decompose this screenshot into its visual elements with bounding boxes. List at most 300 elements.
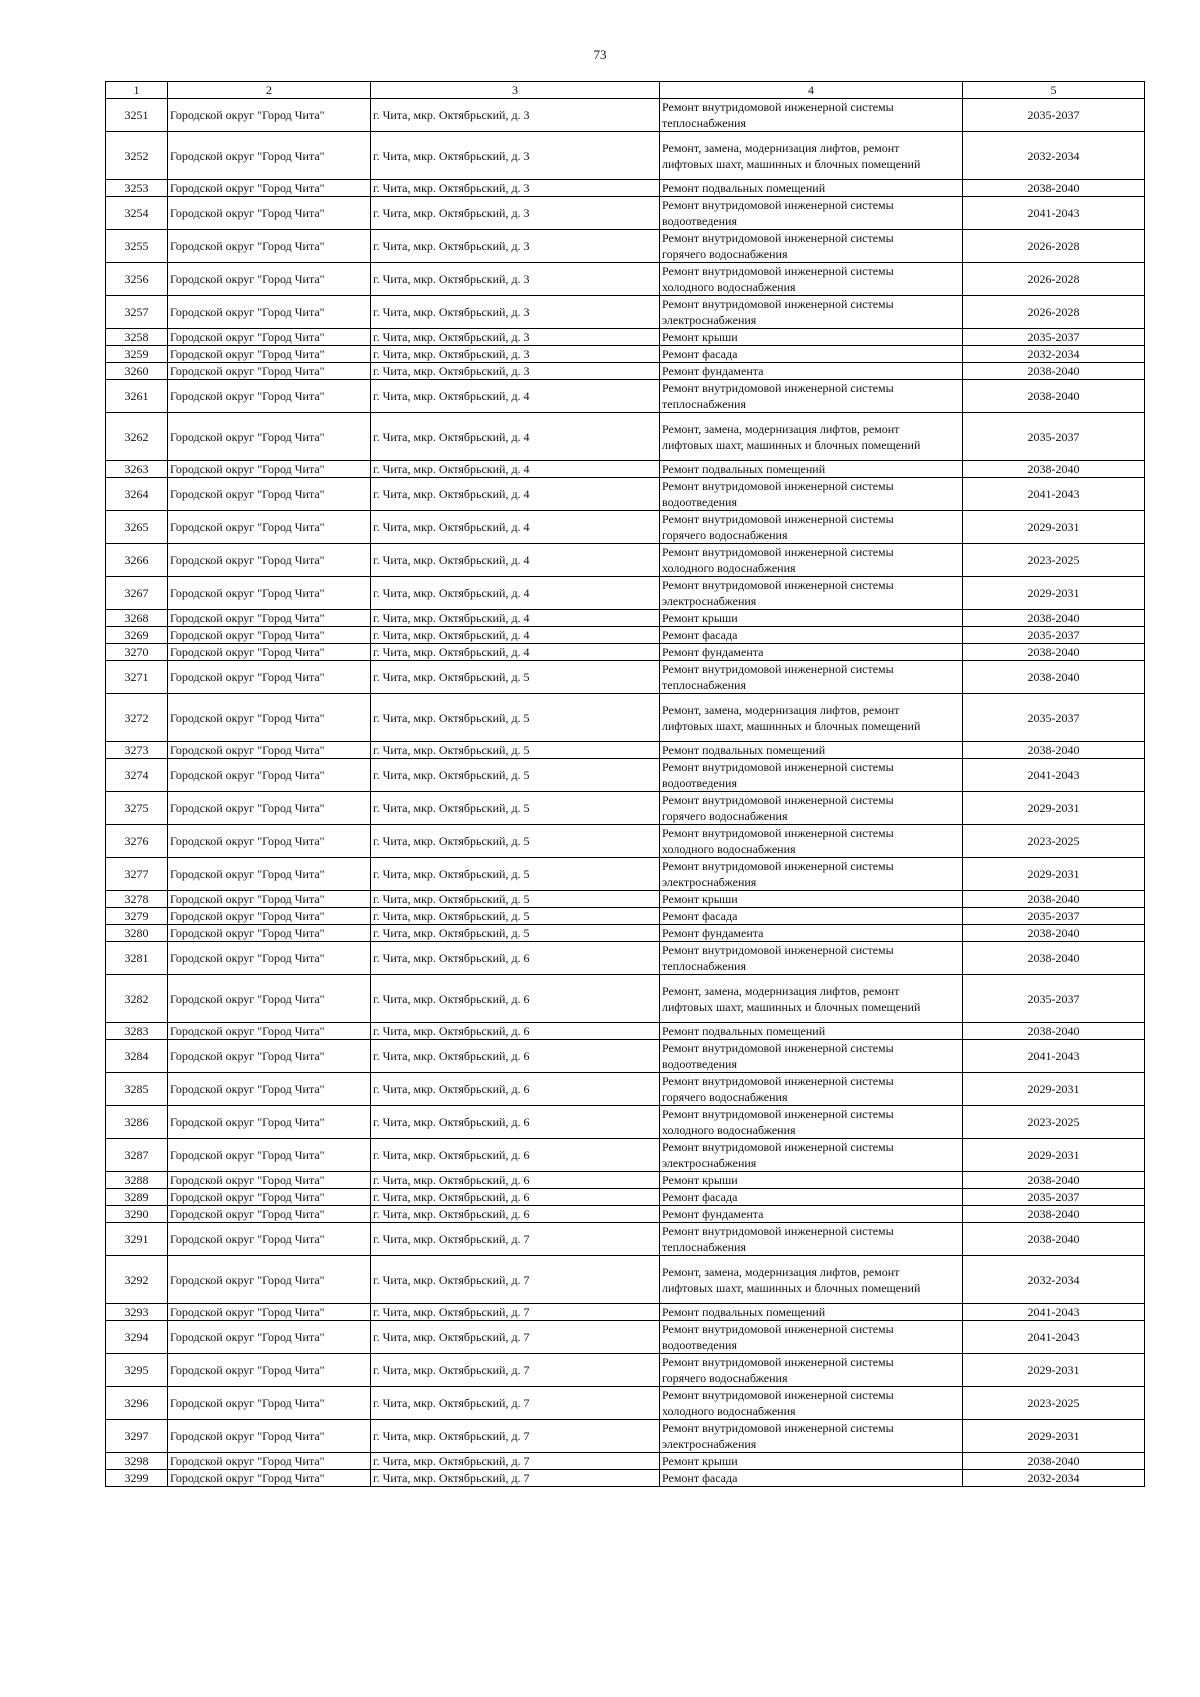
municipality-cell: Городской округ "Город Чита" bbox=[168, 329, 371, 346]
work-type-cell: Ремонт внутридомовой инженерной системы горячего водоснабжения bbox=[660, 1073, 963, 1106]
period-cell: 2032-2034 bbox=[963, 1470, 1145, 1487]
row-number-cell: 3278 bbox=[106, 891, 168, 908]
municipality-cell: Городской округ "Город Чита" bbox=[168, 1139, 371, 1172]
row-number-cell: 3280 bbox=[106, 925, 168, 942]
period-cell: 2038-2040 bbox=[963, 461, 1145, 478]
address-cell: г. Чита, мкр. Октябрьский, д. 4 bbox=[371, 627, 660, 644]
table-row bbox=[106, 180, 1145, 197]
period-cell: 2038-2040 bbox=[963, 661, 1145, 694]
row-number-cell: 3294 bbox=[106, 1321, 168, 1354]
table-row bbox=[106, 1387, 1145, 1420]
address-cell: г. Чита, мкр. Октябрьский, д. 5 bbox=[371, 742, 660, 759]
table-row bbox=[106, 1040, 1145, 1073]
table-row bbox=[106, 263, 1145, 296]
municipality-cell: Городской округ "Город Чита" bbox=[168, 577, 371, 610]
period-cell: 2035-2037 bbox=[963, 627, 1145, 644]
row-number-cell: 3283 bbox=[106, 1023, 168, 1040]
period-cell: 2035-2037 bbox=[963, 99, 1145, 132]
table-row bbox=[106, 1420, 1145, 1453]
work-type-cell: Ремонт внутридомовой инженерной системы холодного водоснабжения bbox=[660, 825, 963, 858]
work-type-cell: Ремонт фасада bbox=[660, 1189, 963, 1206]
row-number-cell: 3261 bbox=[106, 380, 168, 413]
work-type-cell: Ремонт фасада bbox=[660, 627, 963, 644]
row-number-cell: 3276 bbox=[106, 825, 168, 858]
row-number-cell: 3258 bbox=[106, 329, 168, 346]
municipality-cell: Городской округ "Город Чита" bbox=[168, 1223, 371, 1256]
table-row bbox=[106, 1023, 1145, 1040]
municipality-cell: Городской округ "Город Чита" bbox=[168, 1172, 371, 1189]
address-cell: г. Чита, мкр. Октябрьский, д. 4 bbox=[371, 610, 660, 627]
address-cell: г. Чита, мкр. Октябрьский, д. 7 bbox=[371, 1420, 660, 1453]
address-cell: г. Чита, мкр. Октябрьский, д. 5 bbox=[371, 891, 660, 908]
work-type-cell: Ремонт фундамента bbox=[660, 644, 963, 661]
municipality-cell: Городской округ "Город Чита" bbox=[168, 975, 371, 1023]
row-number-cell: 3292 bbox=[106, 1256, 168, 1304]
table-row bbox=[106, 1223, 1145, 1256]
row-number-cell: 3281 bbox=[106, 942, 168, 975]
work-type-cell: Ремонт внутридомовой инженерной системы холодного водоснабжения bbox=[660, 1387, 963, 1420]
work-type-cell: Ремонт подвальных помещений bbox=[660, 1023, 963, 1040]
period-cell: 2029-2031 bbox=[963, 792, 1145, 825]
municipality-cell: Городской округ "Город Чита" bbox=[168, 759, 371, 792]
period-cell: 2041-2043 bbox=[963, 197, 1145, 230]
work-type-cell: Ремонт внутридомовой инженерной системы водоотведения bbox=[660, 759, 963, 792]
address-cell: г. Чита, мкр. Октябрьский, д. 7 bbox=[371, 1453, 660, 1470]
address-cell: г. Чита, мкр. Октябрьский, д. 6 bbox=[371, 1023, 660, 1040]
period-cell: 2029-2031 bbox=[963, 1139, 1145, 1172]
address-cell: г. Чита, мкр. Октябрьский, д. 6 bbox=[371, 1189, 660, 1206]
table-row bbox=[106, 478, 1145, 511]
work-type-cell: Ремонт внутридомовой инженерной системы электроснабжения bbox=[660, 858, 963, 891]
table-row bbox=[106, 925, 1145, 942]
period-cell: 2035-2037 bbox=[963, 908, 1145, 925]
period-cell: 2038-2040 bbox=[963, 891, 1145, 908]
header-row bbox=[106, 82, 1145, 99]
column-header-4: 4 bbox=[660, 82, 963, 99]
municipality-cell: Городской округ "Город Чита" bbox=[168, 694, 371, 742]
row-number-cell: 3275 bbox=[106, 792, 168, 825]
work-type-cell: Ремонт внутридомовой инженерной системы теплоснабжения bbox=[660, 99, 963, 132]
period-cell: 2038-2040 bbox=[963, 942, 1145, 975]
address-cell: г. Чита, мкр. Октябрьский, д. 5 bbox=[371, 825, 660, 858]
table-row bbox=[106, 197, 1145, 230]
municipality-cell: Городской округ "Город Чита" bbox=[168, 1256, 371, 1304]
work-type-cell: Ремонт внутридомовой инженерной системы водоотведения bbox=[660, 1040, 963, 1073]
table-row bbox=[106, 99, 1145, 132]
row-number-cell: 3269 bbox=[106, 627, 168, 644]
table-row bbox=[106, 1453, 1145, 1470]
work-type-cell: Ремонт подвальных помещений bbox=[660, 742, 963, 759]
table-row bbox=[106, 329, 1145, 346]
row-number-cell: 3264 bbox=[106, 478, 168, 511]
municipality-cell: Городской округ "Город Чита" bbox=[168, 1470, 371, 1487]
work-type-cell: Ремонт внутридомовой инженерной системы горячего водоснабжения bbox=[660, 230, 963, 263]
table-row bbox=[106, 908, 1145, 925]
period-cell: 2041-2043 bbox=[963, 759, 1145, 792]
address-cell: г. Чита, мкр. Октябрьский, д. 3 bbox=[371, 363, 660, 380]
period-cell: 2038-2040 bbox=[963, 1453, 1145, 1470]
table-row bbox=[106, 1206, 1145, 1223]
period-cell: 2023-2025 bbox=[963, 544, 1145, 577]
period-cell: 2023-2025 bbox=[963, 1387, 1145, 1420]
period-cell: 2032-2034 bbox=[963, 1256, 1145, 1304]
municipality-cell: Городской округ "Город Чита" bbox=[168, 461, 371, 478]
municipality-cell: Городской округ "Город Чита" bbox=[168, 1189, 371, 1206]
period-cell: 2029-2031 bbox=[963, 1420, 1145, 1453]
municipality-cell: Городской округ "Город Чита" bbox=[168, 1304, 371, 1321]
address-cell: г. Чита, мкр. Октябрьский, д. 6 bbox=[371, 1206, 660, 1223]
address-cell: г. Чита, мкр. Октябрьский, д. 4 bbox=[371, 380, 660, 413]
period-cell: 2026-2028 bbox=[963, 263, 1145, 296]
row-number-cell: 3282 bbox=[106, 975, 168, 1023]
row-number-cell: 3284 bbox=[106, 1040, 168, 1073]
period-cell: 2038-2040 bbox=[963, 380, 1145, 413]
table-row bbox=[106, 1189, 1145, 1206]
address-cell: г. Чита, мкр. Октябрьский, д. 7 bbox=[371, 1470, 660, 1487]
column-header-5: 5 bbox=[963, 82, 1145, 99]
work-type-cell: Ремонт, замена, модернизация лифтов, ремонт лифтовых шахт, машинных и блочных помещений bbox=[660, 132, 963, 180]
table-row bbox=[106, 1172, 1145, 1189]
municipality-cell: Городской округ "Город Чита" bbox=[168, 858, 371, 891]
work-type-cell: Ремонт внутридомовой инженерной системы электроснабжения bbox=[660, 296, 963, 329]
row-number-cell: 3266 bbox=[106, 544, 168, 577]
period-cell: 2029-2031 bbox=[963, 577, 1145, 610]
municipality-cell: Городской округ "Город Чита" bbox=[168, 263, 371, 296]
period-cell: 2023-2025 bbox=[963, 1106, 1145, 1139]
row-number-cell: 3279 bbox=[106, 908, 168, 925]
work-type-cell: Ремонт внутридомовой инженерной системы водоотведения bbox=[660, 197, 963, 230]
municipality-cell: Городской округ "Город Чита" bbox=[168, 792, 371, 825]
address-cell: г. Чита, мкр. Октябрьский, д. 7 bbox=[371, 1256, 660, 1304]
work-type-cell: Ремонт крыши bbox=[660, 610, 963, 627]
table-row bbox=[106, 825, 1145, 858]
municipality-cell: Городской округ "Город Чита" bbox=[168, 942, 371, 975]
row-number-cell: 3253 bbox=[106, 180, 168, 197]
row-number-cell: 3293 bbox=[106, 1304, 168, 1321]
work-type-cell: Ремонт фасада bbox=[660, 346, 963, 363]
municipality-cell: Городской округ "Город Чита" bbox=[168, 908, 371, 925]
municipality-cell: Городской округ "Город Чита" bbox=[168, 197, 371, 230]
address-cell: г. Чита, мкр. Октябрьский, д. 3 bbox=[371, 329, 660, 346]
address-cell: г. Чита, мкр. Октябрьский, д. 4 bbox=[371, 644, 660, 661]
row-number-cell: 3254 bbox=[106, 197, 168, 230]
municipality-cell: Городской округ "Город Чита" bbox=[168, 1420, 371, 1453]
work-type-cell: Ремонт внутридомовой инженерной системы теплоснабжения bbox=[660, 661, 963, 694]
period-cell: 2026-2028 bbox=[963, 296, 1145, 329]
municipality-cell: Городской округ "Город Чита" bbox=[168, 1321, 371, 1354]
row-number-cell: 3256 bbox=[106, 263, 168, 296]
row-number-cell: 3267 bbox=[106, 577, 168, 610]
period-cell: 2038-2040 bbox=[963, 363, 1145, 380]
address-cell: г. Чита, мкр. Октябрьский, д. 7 bbox=[371, 1223, 660, 1256]
row-number-cell: 3255 bbox=[106, 230, 168, 263]
table-row bbox=[106, 1073, 1145, 1106]
municipality-cell: Городской округ "Город Чита" bbox=[168, 1023, 371, 1040]
period-cell: 2029-2031 bbox=[963, 511, 1145, 544]
address-cell: г. Чита, мкр. Октябрьский, д. 4 bbox=[371, 413, 660, 461]
repair-schedule-table bbox=[105, 81, 1145, 1487]
address-cell: г. Чита, мкр. Октябрьский, д. 6 bbox=[371, 1040, 660, 1073]
municipality-cell: Городской округ "Город Чита" bbox=[168, 1387, 371, 1420]
address-cell: г. Чита, мкр. Октябрьский, д. 4 bbox=[371, 461, 660, 478]
work-type-cell: Ремонт внутридомовой инженерной системы теплоснабжения bbox=[660, 1223, 963, 1256]
period-cell: 2038-2040 bbox=[963, 1206, 1145, 1223]
municipality-cell: Городской округ "Город Чита" bbox=[168, 478, 371, 511]
municipality-cell: Городской округ "Город Чита" bbox=[168, 1453, 371, 1470]
row-number-cell: 3299 bbox=[106, 1470, 168, 1487]
row-number-cell: 3268 bbox=[106, 610, 168, 627]
row-number-cell: 3277 bbox=[106, 858, 168, 891]
table-row bbox=[106, 1106, 1145, 1139]
period-cell: 2038-2040 bbox=[963, 742, 1145, 759]
municipality-cell: Городской округ "Город Чита" bbox=[168, 132, 371, 180]
municipality-cell: Городской округ "Город Чита" bbox=[168, 1106, 371, 1139]
work-type-cell: Ремонт внутридомовой инженерной системы теплоснабжения bbox=[660, 942, 963, 975]
table-row bbox=[106, 1139, 1145, 1172]
table-row bbox=[106, 132, 1145, 180]
work-type-cell: Ремонт внутридомовой инженерной системы теплоснабжения bbox=[660, 380, 963, 413]
address-cell: г. Чита, мкр. Октябрьский, д. 6 bbox=[371, 1106, 660, 1139]
work-type-cell: Ремонт фасада bbox=[660, 1470, 963, 1487]
address-cell: г. Чита, мкр. Октябрьский, д. 3 bbox=[371, 132, 660, 180]
period-cell: 2035-2037 bbox=[963, 694, 1145, 742]
municipality-cell: Городской округ "Город Чита" bbox=[168, 296, 371, 329]
address-cell: г. Чита, мкр. Октябрьский, д. 4 bbox=[371, 511, 660, 544]
table-row bbox=[106, 759, 1145, 792]
work-type-cell: Ремонт внутридомовой инженерной системы горячего водоснабжения bbox=[660, 792, 963, 825]
work-type-cell: Ремонт внутридомовой инженерной системы горячего водоснабжения bbox=[660, 511, 963, 544]
table-row bbox=[106, 1354, 1145, 1387]
row-number-cell: 3252 bbox=[106, 132, 168, 180]
row-number-cell: 3296 bbox=[106, 1387, 168, 1420]
row-number-cell: 3290 bbox=[106, 1206, 168, 1223]
row-number-cell: 3259 bbox=[106, 346, 168, 363]
row-number-cell: 3260 bbox=[106, 363, 168, 380]
period-cell: 2041-2043 bbox=[963, 1304, 1145, 1321]
municipality-cell: Городской округ "Город Чита" bbox=[168, 363, 371, 380]
address-cell: г. Чита, мкр. Октябрьский, д. 5 bbox=[371, 792, 660, 825]
column-header-3: 3 bbox=[371, 82, 660, 99]
municipality-cell: Городской округ "Город Чита" bbox=[168, 180, 371, 197]
row-number-cell: 3289 bbox=[106, 1189, 168, 1206]
address-cell: г. Чита, мкр. Октябрьский, д. 6 bbox=[371, 975, 660, 1023]
period-cell: 2032-2034 bbox=[963, 132, 1145, 180]
row-number-cell: 3287 bbox=[106, 1139, 168, 1172]
period-cell: 2038-2040 bbox=[963, 610, 1145, 627]
table-row bbox=[106, 1304, 1145, 1321]
period-cell: 2038-2040 bbox=[963, 925, 1145, 942]
row-number-cell: 3262 bbox=[106, 413, 168, 461]
work-type-cell: Ремонт подвальных помещений bbox=[660, 1304, 963, 1321]
address-cell: г. Чита, мкр. Октябрьский, д. 3 bbox=[371, 230, 660, 263]
table-row bbox=[106, 942, 1145, 975]
table-row bbox=[106, 363, 1145, 380]
work-type-cell: Ремонт внутридомовой инженерной системы холодного водоснабжения bbox=[660, 1106, 963, 1139]
municipality-cell: Городской округ "Город Чита" bbox=[168, 825, 371, 858]
row-number-cell: 3298 bbox=[106, 1453, 168, 1470]
table-row bbox=[106, 1256, 1145, 1304]
work-type-cell: Ремонт внутридомовой инженерной системы холодного водоснабжения bbox=[660, 263, 963, 296]
address-cell: г. Чита, мкр. Октябрьский, д. 5 bbox=[371, 858, 660, 891]
row-number-cell: 3272 bbox=[106, 694, 168, 742]
work-type-cell: Ремонт подвальных помещений bbox=[660, 180, 963, 197]
work-type-cell: Ремонт внутридомовой инженерной системы водоотведения bbox=[660, 1321, 963, 1354]
municipality-cell: Городской округ "Город Чита" bbox=[168, 925, 371, 942]
table-row bbox=[106, 858, 1145, 891]
address-cell: г. Чита, мкр. Октябрьский, д. 6 bbox=[371, 942, 660, 975]
table-row bbox=[106, 644, 1145, 661]
address-cell: г. Чита, мкр. Октябрьский, д. 6 bbox=[371, 1073, 660, 1106]
address-cell: г. Чита, мкр. Октябрьский, д. 7 bbox=[371, 1387, 660, 1420]
period-cell: 2041-2043 bbox=[963, 478, 1145, 511]
column-header-1: 1 bbox=[106, 82, 168, 99]
work-type-cell: Ремонт, замена, модернизация лифтов, ремонт лифтовых шахт, машинных и блочных помещений bbox=[660, 694, 963, 742]
period-cell: 2038-2040 bbox=[963, 180, 1145, 197]
table-row bbox=[106, 511, 1145, 544]
address-cell: г. Чита, мкр. Октябрьский, д. 4 bbox=[371, 478, 660, 511]
table-row bbox=[106, 975, 1145, 1023]
work-type-cell: Ремонт крыши bbox=[660, 1172, 963, 1189]
period-cell: 2035-2037 bbox=[963, 413, 1145, 461]
column-header-2: 2 bbox=[168, 82, 371, 99]
address-cell: г. Чита, мкр. Октябрьский, д. 5 bbox=[371, 908, 660, 925]
row-number-cell: 3263 bbox=[106, 461, 168, 478]
address-cell: г. Чита, мкр. Октябрьский, д. 3 bbox=[371, 99, 660, 132]
address-cell: г. Чита, мкр. Октябрьский, д. 5 bbox=[371, 759, 660, 792]
period-cell: 2029-2031 bbox=[963, 858, 1145, 891]
municipality-cell: Городской округ "Город Чита" bbox=[168, 380, 371, 413]
table-row bbox=[106, 742, 1145, 759]
work-type-cell: Ремонт фасада bbox=[660, 908, 963, 925]
period-cell: 2026-2028 bbox=[963, 230, 1145, 263]
row-number-cell: 3288 bbox=[106, 1172, 168, 1189]
municipality-cell: Городской округ "Город Чита" bbox=[168, 627, 371, 644]
address-cell: г. Чита, мкр. Октябрьский, д. 5 bbox=[371, 925, 660, 942]
row-number-cell: 3285 bbox=[106, 1073, 168, 1106]
work-type-cell: Ремонт внутридомовой инженерной системы горячего водоснабжения bbox=[660, 1354, 963, 1387]
period-cell: 2038-2040 bbox=[963, 1223, 1145, 1256]
work-type-cell: Ремонт внутридомовой инженерной системы электроснабжения bbox=[660, 1420, 963, 1453]
municipality-cell: Городской округ "Город Чита" bbox=[168, 346, 371, 363]
address-cell: г. Чита, мкр. Октябрьский, д. 3 bbox=[371, 263, 660, 296]
row-number-cell: 3271 bbox=[106, 661, 168, 694]
address-cell: г. Чита, мкр. Октябрьский, д. 3 bbox=[371, 296, 660, 329]
work-type-cell: Ремонт фундамента bbox=[660, 363, 963, 380]
table-row bbox=[106, 792, 1145, 825]
municipality-cell: Городской округ "Город Чита" bbox=[168, 644, 371, 661]
table-row bbox=[106, 413, 1145, 461]
work-type-cell: Ремонт фундамента bbox=[660, 925, 963, 942]
period-cell: 2023-2025 bbox=[963, 825, 1145, 858]
address-cell: г. Чита, мкр. Октябрьский, д. 6 bbox=[371, 1172, 660, 1189]
row-number-cell: 3297 bbox=[106, 1420, 168, 1453]
work-type-cell: Ремонт внутридомовой инженерной системы холодного водоснабжения bbox=[660, 544, 963, 577]
municipality-cell: Городской округ "Город Чита" bbox=[168, 661, 371, 694]
address-cell: г. Чита, мкр. Октябрьский, д. 5 bbox=[371, 694, 660, 742]
table-row bbox=[106, 610, 1145, 627]
work-type-cell: Ремонт внутридомовой инженерной системы электроснабжения bbox=[660, 577, 963, 610]
address-cell: г. Чита, мкр. Октябрьский, д. 7 bbox=[371, 1321, 660, 1354]
table-row bbox=[106, 461, 1145, 478]
table-row bbox=[106, 380, 1145, 413]
work-type-cell: Ремонт внутридомовой инженерной системы электроснабжения bbox=[660, 1139, 963, 1172]
period-cell: 2041-2043 bbox=[963, 1040, 1145, 1073]
municipality-cell: Городской округ "Город Чита" bbox=[168, 544, 371, 577]
address-cell: г. Чита, мкр. Октябрьский, д. 3 bbox=[371, 180, 660, 197]
municipality-cell: Городской округ "Город Чита" bbox=[168, 511, 371, 544]
address-cell: г. Чита, мкр. Октябрьский, д. 4 bbox=[371, 544, 660, 577]
page-number: 73 bbox=[593, 47, 607, 62]
work-type-cell: Ремонт внутридомовой инженерной системы водоотведения bbox=[660, 478, 963, 511]
work-type-cell: Ремонт подвальных помещений bbox=[660, 461, 963, 478]
table-header bbox=[106, 82, 1145, 99]
work-type-cell: Ремонт крыши bbox=[660, 1453, 963, 1470]
municipality-cell: Городской округ "Город Чита" bbox=[168, 1354, 371, 1387]
row-number-cell: 3257 bbox=[106, 296, 168, 329]
row-number-cell: 3273 bbox=[106, 742, 168, 759]
period-cell: 2032-2034 bbox=[963, 346, 1145, 363]
work-type-cell: Ремонт фундамента bbox=[660, 1206, 963, 1223]
row-number-cell: 3295 bbox=[106, 1354, 168, 1387]
period-cell: 2035-2037 bbox=[963, 329, 1145, 346]
period-cell: 2035-2037 bbox=[963, 975, 1145, 1023]
row-number-cell: 3291 bbox=[106, 1223, 168, 1256]
work-type-cell: Ремонт крыши bbox=[660, 329, 963, 346]
period-cell: 2035-2037 bbox=[963, 1189, 1145, 1206]
table-row bbox=[106, 661, 1145, 694]
table-row bbox=[106, 296, 1145, 329]
work-type-cell: Ремонт, замена, модернизация лифтов, ремонт лифтовых шахт, машинных и блочных помещений bbox=[660, 1256, 963, 1304]
table-row bbox=[106, 544, 1145, 577]
row-number-cell: 3270 bbox=[106, 644, 168, 661]
table-row bbox=[106, 577, 1145, 610]
row-number-cell: 3274 bbox=[106, 759, 168, 792]
table-row bbox=[106, 230, 1145, 263]
address-cell: г. Чита, мкр. Октябрьский, д. 4 bbox=[371, 577, 660, 610]
municipality-cell: Городской округ "Город Чита" bbox=[168, 610, 371, 627]
table-row bbox=[106, 891, 1145, 908]
period-cell: 2038-2040 bbox=[963, 1023, 1145, 1040]
table-row bbox=[106, 346, 1145, 363]
period-cell: 2038-2040 bbox=[963, 1172, 1145, 1189]
municipality-cell: Городской округ "Город Чита" bbox=[168, 1040, 371, 1073]
municipality-cell: Городской округ "Город Чита" bbox=[168, 891, 371, 908]
work-type-cell: Ремонт, замена, модернизация лифтов, ремонт лифтовых шахт, машинных и блочных помещений bbox=[660, 975, 963, 1023]
period-cell: 2041-2043 bbox=[963, 1321, 1145, 1354]
table-row bbox=[106, 1321, 1145, 1354]
period-cell: 2038-2040 bbox=[963, 644, 1145, 661]
row-number-cell: 3265 bbox=[106, 511, 168, 544]
address-cell: г. Чита, мкр. Октябрьский, д. 7 bbox=[371, 1354, 660, 1387]
address-cell: г. Чита, мкр. Октябрьский, д. 7 bbox=[371, 1304, 660, 1321]
work-type-cell: Ремонт, замена, модернизация лифтов, ремонт лифтовых шахт, машинных и блочных помещений bbox=[660, 413, 963, 461]
work-type-cell: Ремонт крыши bbox=[660, 891, 963, 908]
table-row bbox=[106, 627, 1145, 644]
municipality-cell: Городской округ "Город Чита" bbox=[168, 1206, 371, 1223]
address-cell: г. Чита, мкр. Октябрьский, д. 3 bbox=[371, 197, 660, 230]
row-number-cell: 3286 bbox=[106, 1106, 168, 1139]
address-cell: г. Чита, мкр. Октябрьский, д. 6 bbox=[371, 1139, 660, 1172]
table-body bbox=[106, 99, 1145, 1487]
table-row bbox=[106, 694, 1145, 742]
table-row bbox=[106, 1470, 1145, 1487]
address-cell: г. Чита, мкр. Октябрьский, д. 5 bbox=[371, 661, 660, 694]
municipality-cell: Городской округ "Город Чита" bbox=[168, 99, 371, 132]
municipality-cell: Городской округ "Город Чита" bbox=[168, 1073, 371, 1106]
period-cell: 2029-2031 bbox=[963, 1354, 1145, 1387]
address-cell: г. Чита, мкр. Октябрьский, д. 3 bbox=[371, 346, 660, 363]
period-cell: 2029-2031 bbox=[963, 1073, 1145, 1106]
